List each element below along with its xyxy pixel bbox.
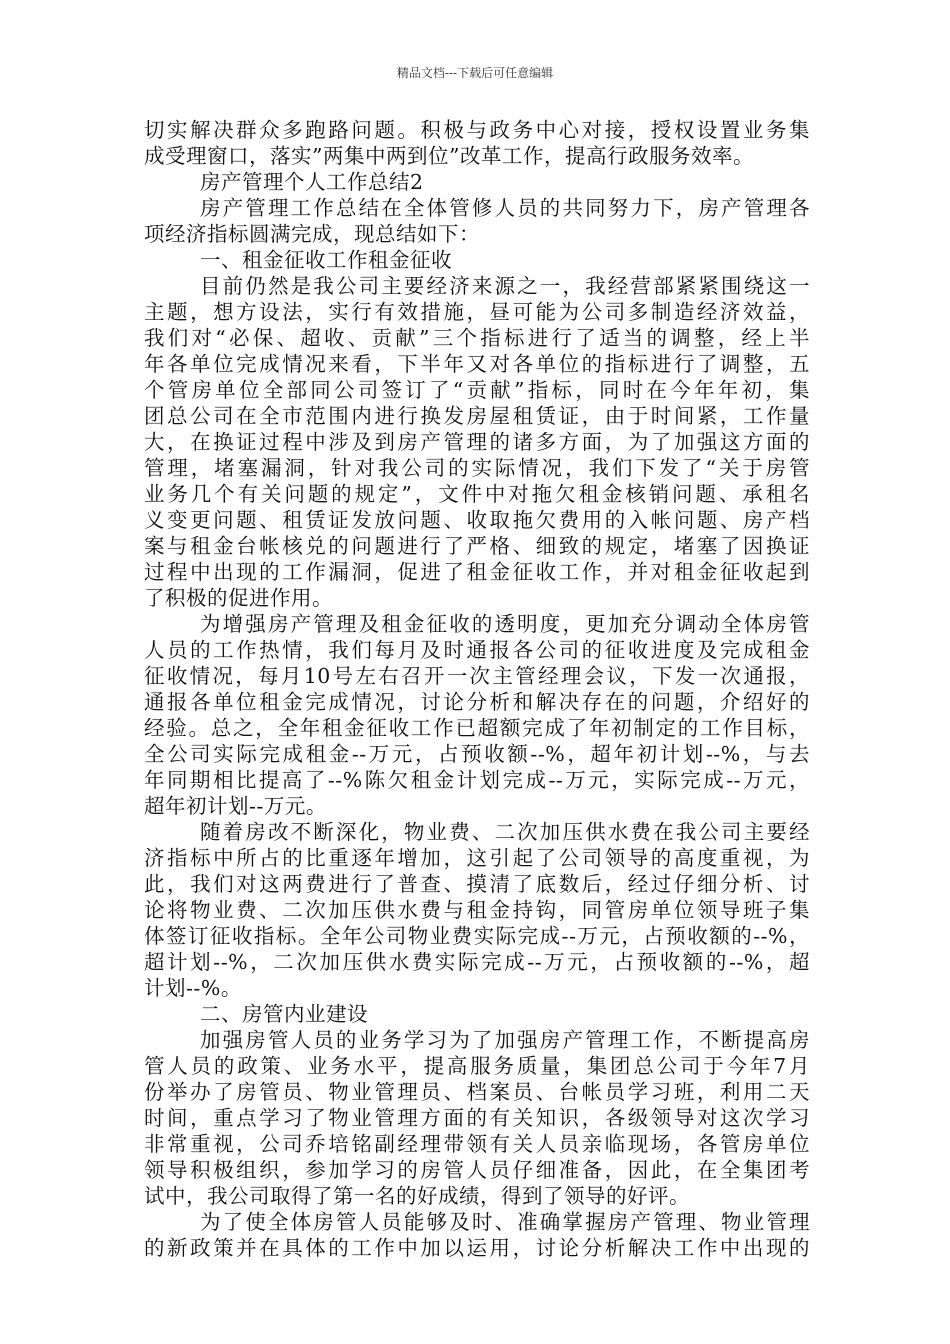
text-line: 业务几个有关问题的规定”，文件中对拖欠租金核销问题、承租名 [144,482,810,506]
text-line: 管人员的政策、业务水平，提高服务质量，集团总公司于今年7月 [144,1054,810,1078]
text-line: 份举办了房管员、物业管理员、档案员、台帐员学习班，利用二天 [144,1080,810,1104]
text-line: 义变更问题、租赁证发放问题、收取拖欠费用的入帐问题、房产档 [144,508,810,532]
text-line: 非常重视，公司乔培铭副经理带领有关人员亲临现场，各管房单位 [144,1132,810,1156]
text-line: 管理，堵塞漏洞，针对我公司的实际情况，我们下发了“关于房管 [144,456,810,480]
text-line: 成受理窗口，落实”两集中两到位”改革工作，提高行政服务效率。 [144,144,754,168]
text-line: 加强房管人员的业务学习为了加强房产管理工作，不断提高房 [200,1028,810,1052]
text-line: 项经济指标圆满完成，现总结如下： [144,222,480,246]
text-line: 切实解决群众多跑路问题。积极与政务中心对接，授权设置业务集 [144,118,810,142]
text-line: 人员的工作热情，我们每月及时通报各公司的征收进度及完成租金 [144,638,810,662]
text-line: 为了使全体房管人员能够及时、准确掌握房产管理、物业管理 [200,1210,810,1234]
text-line: 为增强房产管理及租金征收的透明度，更加充分调动全体房管 [200,612,810,636]
text-line: 超年初计划--万元。 [144,794,327,818]
text-line: 主题，想方设法，实行有效措施，昼可能为公司多制造经济效益， [144,300,810,324]
text-line: 经验。总之，全年租金征收工作已超额完成了年初制定的工作目标， [144,716,810,740]
text-line: 全公司实际完成租金--万元，占预收额--%，超年初计划--%，与去 [144,742,810,766]
text-line: 团总公司在全市范围内进行换发房屋租赁证，由于时间紧，工作量 [144,404,810,428]
text-line: 年同期相比提高了--%陈欠租金计划完成--万元，实际完成--万元， [144,768,810,792]
text-line: 此，我们对这两费进行了普查、摸清了底数后，经过仔细分析、讨 [144,872,810,896]
text-line: 通报各单位租金完成情况，讨论分析和解决存在的问题，介绍好的 [144,690,810,714]
page-header: 精品文档---下载后可任意编辑 [396,66,554,80]
text-line: 一、租金征收工作租金征收 [200,248,452,272]
text-line: 房产管理个人工作总结2 [200,170,424,194]
text-line: 的新政策并在具体的工作中加以运用，讨论分析解决工作中出现的 [144,1236,810,1260]
text-line: 随着房改不断深化，物业费、二次加压供水费在我公司主要经 [200,820,810,844]
text-line: 体签订征收指标。全年公司物业费实际完成--万元，占预收额的--%， [144,924,810,948]
text-line: 时间，重点学习了物业管理方面的有关知识，各级领导对这次学习 [144,1106,810,1130]
text-line: 试中，我公司取得了第一名的好成绩，得到了领导的好评。 [144,1184,690,1208]
text-line: 案与租金台帐核兑的问题进行了严格、细致的规定，堵塞了因换证 [144,534,810,558]
text-line: 年各单位完成情况来看，下半年又对各单位的指标进行了调整，五 [144,352,810,376]
text-line: 计划--%。 [144,976,242,1000]
text-line: 我们对“必保、超收、贡献”三个指标进行了适当的调整，经上半 [144,326,810,350]
text-line: 征收情况，每月10号左右召开一次主管经理会议，下发一次通报， [144,664,810,688]
text-line: 个管房单位全部同公司签订了“贡献”指标，同时在今年年初，集 [144,378,810,402]
text-line: 济指标中所占的比重逐年增加，这引起了公司领导的高度重视，为 [144,846,810,870]
text-line: 了积极的促进作用。 [144,586,333,610]
text-line: 目前仍然是我公司主要经济来源之一，我经营部紧紧围绕这一 [200,274,810,298]
text-line: 二、房管内业建设 [200,1002,368,1026]
text-line: 大，在换证过程中涉及到房产管理的诸多方面，为了加强这方面的 [144,430,810,454]
text-line: 房产管理工作总结在全体管修人员的共同努力下，房产管理各 [200,196,810,220]
text-line: 超计划--%，二次加压供水费实际完成--万元，占预收额的--%，超 [144,950,810,974]
text-line: 论将物业费、二次加压供水费与租金持钩，同管房单位领导班子集 [144,898,810,922]
text-line: 过程中出现的工作漏洞，促进了租金征收工作，并对租金征收起到 [144,560,810,584]
document-body [144,117,810,1261]
text-line: 领导积极组织，参加学习的房管人员仔细准备，因此，在全集团考 [144,1158,810,1182]
